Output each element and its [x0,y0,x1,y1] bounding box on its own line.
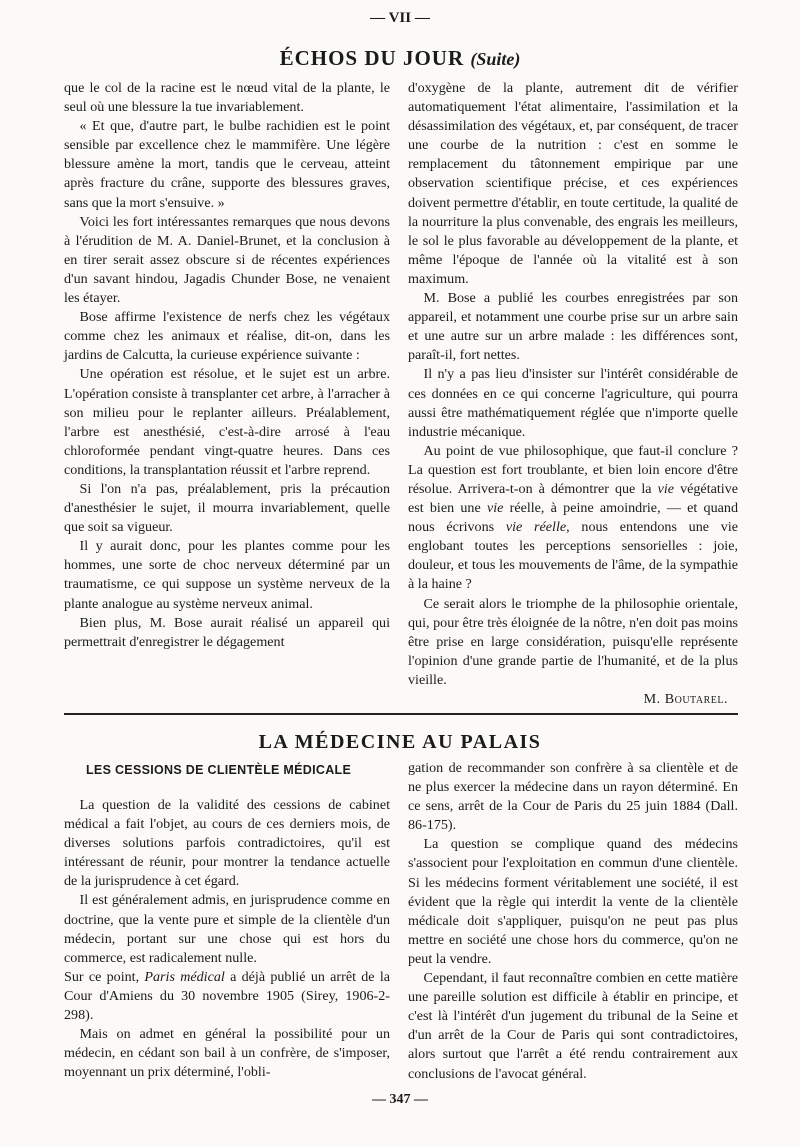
signature [408,690,738,709]
paragraph: d'oxygène de la plante, autrement dit de vérifier automatiquement l'état alimentaire, l'assimilation et la désassimilation des végétaux, et, par conséquent, de tracer une courbe de la nutrition : c'est en somme le remplacement du tâtonnement empirique par une observation scientifique précise, et ces expériences doivent permettre d'établir, en toute certitude, la qualité de la nourriture la plus convenable, des engrais les meilleurs, le sol le plus favorable au développement de la plante, et même l'époque de l'année où la vitalité est à son maximum. [408,80,738,287]
text-run: , nous entendons une vie englobant toutes les perceptions sensorielles : joie, douleur, et tous les mouvements de l'âme, de la sympathie à la haine ? [408,519,738,593]
section-divider [64,713,738,715]
page-number-roman: — VII — [370,10,430,26]
section-title: ÉCHOS DU JOUR [279,46,465,70]
paragraph: Bose affirme l'existence de nerfs chez les végétaux comme chez les animaux et réalise, dit-on, dans les jardins de Calcutta, la curieuse expérience suivante : [64,309,390,364]
paragraph: Voici les fort intéressantes remarques que nous devons à l'érudition de M. A. Daniel-Brunet, et la conclusion à en tirer serait assez obscure si de récentes expériences d'un savant hindou, Jagadis Chunder Bose, ne venaient les étayer. [64,213,390,307]
page-number: — 347 — [372,1092,428,1107]
paragraph: La question de la validité des cessions de cabinet médical a fait l'objet, au cours de ces derniers mois, de diverses solutions parfois contradictoires, qu'il est intéressant de réunir, pour montrer la tendance actuelle de la jurisprudence à cet égard. [64,797,390,890]
echos-right-column [408,79,738,709]
emphasis: vie [486,500,504,517]
paragraph [64,968,390,1025]
paragraph: Il y aurait donc, pour les plantes comme pour les hommes, une sorte de choc nerveux déterminé par un traumatisme, ce qui suppose un système nerveux de la plante analogue au système nerveux animal. [64,538,390,612]
author-name: M. Boutarel. [643,691,728,707]
section-title-echos [0,46,800,71]
paragraph [408,442,738,595]
paragraph: Mais on admet en général la possibilité pour un médecin, en cédant son bail à un confrère, de s'imposer, moyennant un prix déterminé, l'obli- [64,1026,390,1081]
paragraph: Ce serait alors le triomphe de la philosophie orientale, qui, pour être très éloignée de la nôtre, n'en doit pas moins être prise en large considération, puisqu'elle représente l'opinion d'une grande partie de l'humanité, et de la plus vieille. [408,595,738,688]
paragraph: Cependant, il faut reconnaître combien en cette matière une pareille solution est difficile à établir en principe, et c'est là l'intérêt d'un jugement du tribunal de la Seine et d'un arrêt de la Cour de Paris qui sont contradictoires, alors surtout que l'arrêt a été rendu contrairement aux conclusions de l'avocat général. [408,970,738,1082]
emphasis: vie [657,480,675,497]
palais-left-column [64,789,390,1082]
paragraph: que le col de la racine est le nœud vital de la plante, le seul où une blessure la tue invariablement. [64,80,390,116]
text-run: Sur ce point, [64,968,145,985]
paragraph: Il est généralement admis, en jurisprudence comme en doctrine, que la vente pure et simple de la clientèle d'un médecin, portant sur une chose qui est hors du commerce, est radicalement nulle. [64,892,390,966]
paragraph: Une opération est résolue, et le sujet est un arbre. L'opération consiste à transplanter cet arbre, à l'arracher à son milieu pour le replanter ailleurs. Préalablement, l'arbre est anesthésié, c'est-à-dire arrosé à l'eau chloroformée pendant vingt-quatre heures. Dans ces conditions, la transplantation réussit et l'arbre reprend. [64,366,390,478]
paragraph: gation de recommander son confrère à sa clientèle et de ne plus exercer la médecine dans un rayon déterminé. En ce sens, arrêt de la Cour de Paris du 25 juin 1884 (Dall. 86-175). [408,760,738,834]
paragraph: Si l'on n'a pas, préalablement, pris la précaution d'anesthésier le sujet, il mourra invariablement, quelle que soit sa vigueur. [64,480,390,536]
text-run: réelle, à peine amoindrie, — et quand nous écrivons [408,500,738,536]
section-title-palais: LA MÉDECINE AU PALAIS [258,731,542,753]
paragraph: « Et que, d'autre part, le bulbe rachidien est le point sensible par excellence chez le mammifère. Une légère blessure amène la mort, tandis que le cerveau, atteint après fracture du crâne, supporte des blessures graves, sans que la mort s'ensuive. » [64,118,390,211]
palais-right-column [408,759,738,1084]
text-run: Au point de vue philosophique, que faut-il conclure ? La question est fort troublante, et bien loin encore d'être résolue. Arrivera-t-on à démontrer que la [408,442,738,497]
section-title-suffix: (Suite) [470,49,521,69]
echos-left-column [64,79,390,652]
paragraph: Bien plus, M. Bose aurait réalisé un appareil qui permettrait d'enregistrer le dégagement [64,614,390,650]
text-run: végétative est bien une [408,480,738,517]
paragraph: Il n'y a pas lieu d'insister sur l'intérêt considérable de ces données en ce qui concerne l'agriculture, qui pourra aussi être mathématiquement réglée que n'importe quelle industrie mécanique. [408,366,738,440]
article-subtitle: LES CESSIONS DE CLIENTÈLE MÉDICALE [86,763,352,777]
text-run: a déjà publié un arrêt de la Cour d'Amiens du 30 novembre 1905 (Sirey, 1906-2-298). [64,968,390,1024]
journal-name: Paris médical [144,968,225,985]
emphasis: vie réelle [505,519,567,536]
paragraph: La question se complique quand des médecins s'associent pour l'exploitation en commun d'une clientèle. Si les médecins forment véritablement une société, il est évident que la règle qui interdit la vente de la clientèle médicale doit s'appliquer, puisqu'on ne peut pas plus mettre en société une chose hors du commerce, qu'on ne peut la vendre. [408,836,738,967]
paragraph: M. Bose a publié les courbes enregistrées par son appareil, et notamment une courbe prise sur un arbre sain et une autre sur un arbre malade : les différences sont, paraît-il, fort nettes. [408,290,738,364]
